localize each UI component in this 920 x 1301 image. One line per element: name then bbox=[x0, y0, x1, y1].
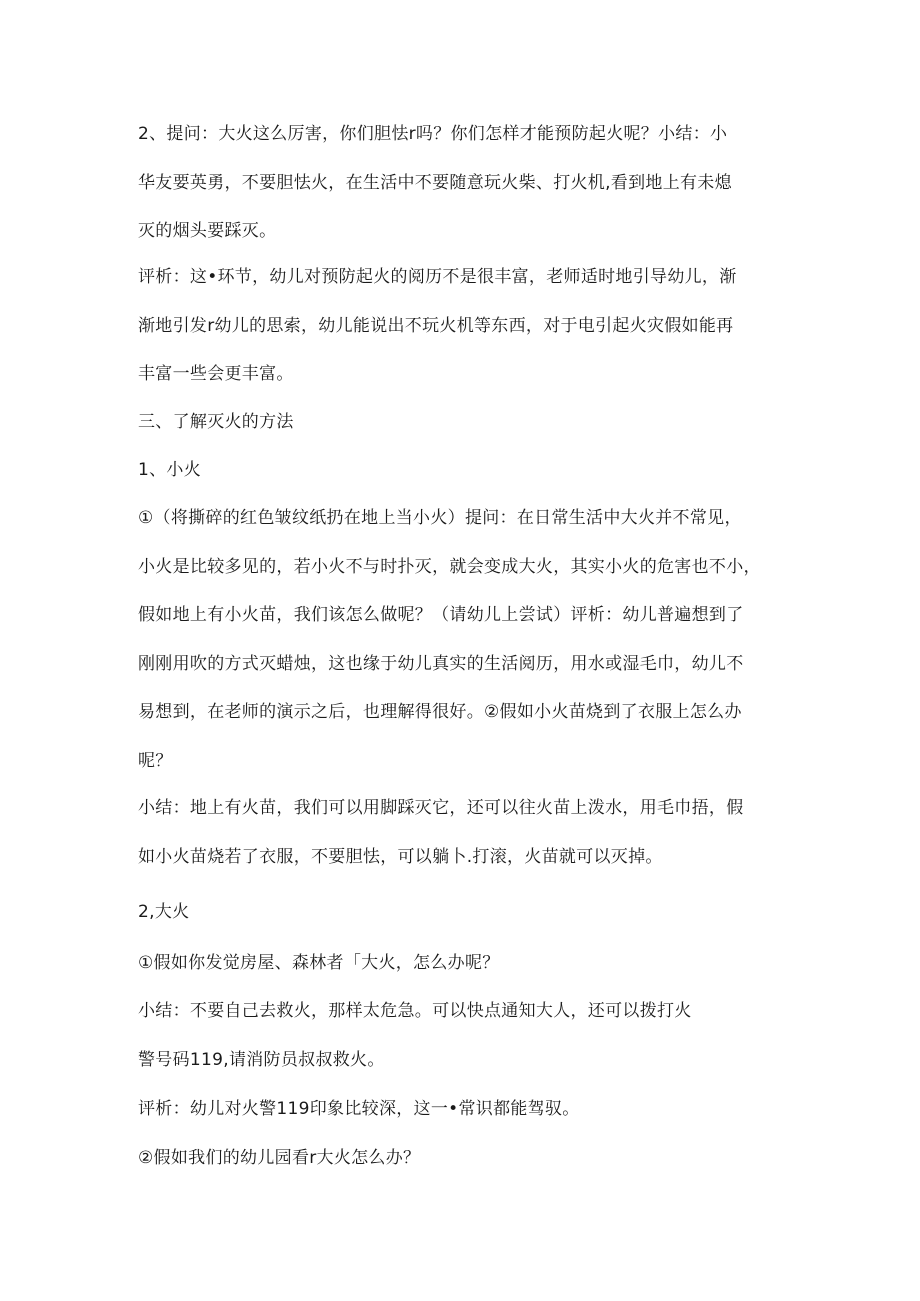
paragraph-big-fire-summary bbox=[138, 987, 788, 1084]
text-line: 2、提问：大火这么厉害，你们胆怯r吗？你们怎样才能预防起火呢？小结：小 bbox=[138, 124, 728, 144]
text-line: 渐地引发r幼儿的思索，幼儿能说出不玩火机等东西，对于电引起火灾假如能再 bbox=[138, 315, 734, 336]
text-line: ①假如你发觉房屋、森林者「大火，怎么办呢？ bbox=[138, 953, 500, 973]
paragraph-kindergarten-question bbox=[138, 1134, 788, 1183]
paragraph-big-fire-question bbox=[138, 939, 788, 988]
text-line: 1、小火 bbox=[138, 460, 202, 480]
text-line: 小火是比较多见的，若小火不与时扑灭，就会变成大火，其实小火的危害也不小， bbox=[138, 556, 761, 577]
text-line: 评析：这•环节，幼儿对预防起火的阅历不是很丰富，老师适时地引导幼儿，渐 bbox=[138, 267, 737, 287]
text-line: 易想到，在老师的演示之后，也理解得很好。②假如小火苗烧到了衣服上怎么办 bbox=[138, 702, 742, 722]
text-line: 呢？ bbox=[138, 750, 173, 771]
text-line: 如小火苗烧若了衣服，不要胆怯，可以躺卜.打滚，火苗就可以灭掉。 bbox=[138, 846, 663, 867]
section-3-heading bbox=[138, 398, 788, 447]
text-line: 丰富一些会更丰富。 bbox=[138, 364, 294, 384]
paragraph-comment-1 bbox=[138, 253, 788, 399]
text-line: 灭的烟头要踩灭。 bbox=[138, 221, 277, 241]
paragraph-comment-2 bbox=[138, 1085, 788, 1134]
text-line: 警号码119,请消防员叔叔救火。 bbox=[138, 1049, 385, 1070]
paragraph-small-fire-summary bbox=[138, 784, 788, 881]
text-line: 评析：幼儿对火警119印象比较深，这一•常识都能驾驭。 bbox=[138, 1099, 580, 1119]
text-line: 小结：地上有火苗，我们可以用脚踩灭它，还可以往火苗上泼水，用毛巾捂，假 bbox=[138, 798, 744, 818]
paragraph-small-fire bbox=[138, 494, 788, 785]
text-line: 刚刚用吹的方式灭蜡烛，这也缘于幼儿真实的生活阅历，用水或湿毛巾，幼儿不 bbox=[138, 653, 744, 674]
text-line: ①（将撕碎的红色皱纹纸扔在地上当小火）提问：在日常生活中大火并不常见， bbox=[138, 508, 742, 528]
text-line: 华友要英勇，不要胆怯火，在生活中不要随意玩火柴、打火机,看到地上有未熄 bbox=[138, 172, 732, 193]
sub-2-heading bbox=[138, 888, 788, 937]
text-line: 假如地上有小火苗，我们该怎么做呢？（请幼儿上尝试）评析：幼儿普遍想到了 bbox=[138, 605, 744, 625]
paragraph-question-2 bbox=[138, 110, 788, 256]
text-line: 三、了解灭火的方法 bbox=[138, 412, 294, 432]
sub-1-heading bbox=[138, 446, 788, 495]
text-line: 小结：不要自己去救火，那样太危急。可以快点通知大人，还可以拨打火 bbox=[138, 1001, 692, 1021]
text-line: 2,大火 bbox=[138, 902, 190, 922]
text-line: ②假如我们的幼儿园看r大火怎么办？ bbox=[138, 1148, 421, 1168]
